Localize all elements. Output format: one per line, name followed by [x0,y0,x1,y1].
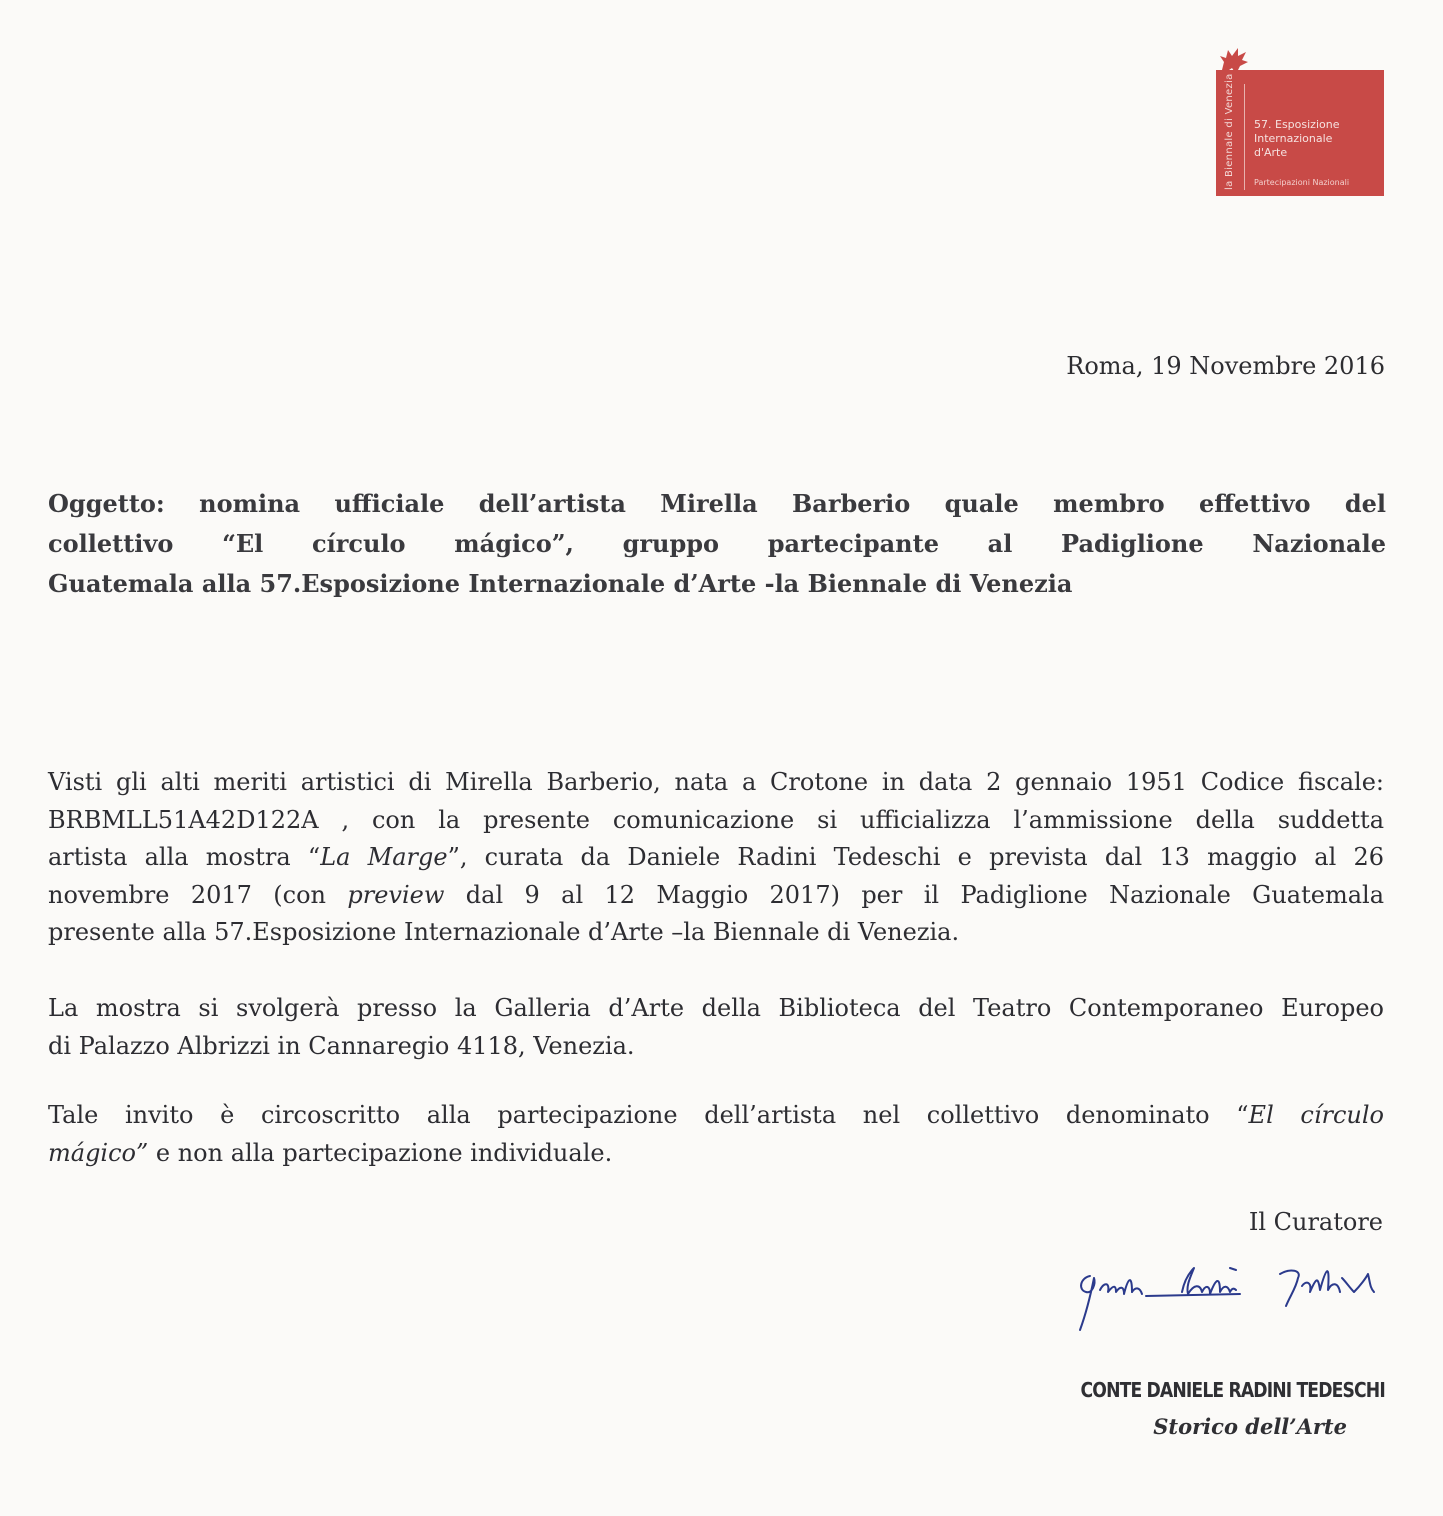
letter-date: Roma, 19 Novembre 2016 [1066,352,1385,380]
paragraph-line: Visti gli alti meriti artistici di Mirella Barberio, nata a Crotone in data 2 gennaio 1951 Codice fiscale: [48,768,1384,796]
preview-word: preview [347,880,445,909]
subject-heading [48,484,1386,604]
logo-vertical-text: la Biennale di Venezia [1224,73,1235,190]
paragraph-line: di Palazzo Albrizzi in Cannaregio 4118, Venezia. [48,1031,635,1060]
paragraph-line [48,1097,1384,1135]
logo-title [1254,118,1378,160]
text-run: dal 9 al 12 Maggio 2017) per il Padiglione Nazionale Guatemala [444,880,1384,909]
signer-name: CONTE DANIELE RADINI TEDESCHI [1080,1378,1385,1402]
paragraph-line [48,1135,1384,1173]
text-run: ”, curata da Daniele Radini Tedeschi e prevista dal 13 maggio al 26 [447,843,1384,871]
paragraph-invitation [48,1097,1384,1172]
biennale-logo [1208,40,1386,200]
text-run: artista alla mostra “ [48,843,321,871]
exhibition-title: La Marge [320,843,448,871]
collective-name: mágico” [48,1138,149,1167]
paragraph-line: La mostra si svolgerà presso la Galleria d’Arte della Biblioteca del Teatro Contemporaneo Europeo [48,994,1384,1022]
signer-title: Storico dell’Arte [1153,1414,1347,1439]
text-run: Tale invito è circoscritto alla partecipazione dell’artista nel collettivo denominato “ [48,1101,1249,1129]
paragraph-line: BRBMLL51A42D122A , con la presente comunicazione si ufficializza l’ammissione della suddetta [48,805,1384,834]
paragraph-line [48,839,1384,877]
handwritten-signature [1070,1248,1415,1338]
text-run: e non alla partecipazione individuale. [148,1138,613,1167]
paragraph-line: presente alla 57.Esposizione Internazionale d’Arte –la Biennale di Venezia. [48,918,960,946]
subject-line: collettivo “El círculo mágico”, gruppo partecipante al Padiglione Nazionale [48,529,1386,558]
paragraph-venue [48,990,1384,1065]
logo-line: 57. Esposizione [1254,118,1340,131]
collective-name: El círculo [1248,1101,1385,1129]
paragraph-admission [48,764,1384,952]
subject-line: Guatemala alla 57.Esposizione Internazionale d’Arte -la Biennale di Venezia [48,569,1073,598]
subject-line: Oggetto: nomina ufficiale dell’artista Mirella Barberio quale membro effettivo del [48,489,1386,518]
paragraph-line [48,877,1384,915]
logo-divider [1244,84,1245,190]
logo-subline: Partecipazioni Nazionali [1254,178,1350,187]
closing-title: Il Curatore [1248,1208,1383,1236]
text-run: novembre 2017 (con [48,880,348,909]
logo-line: d'Arte [1254,146,1288,159]
logo-line: Internazionale [1254,132,1333,145]
